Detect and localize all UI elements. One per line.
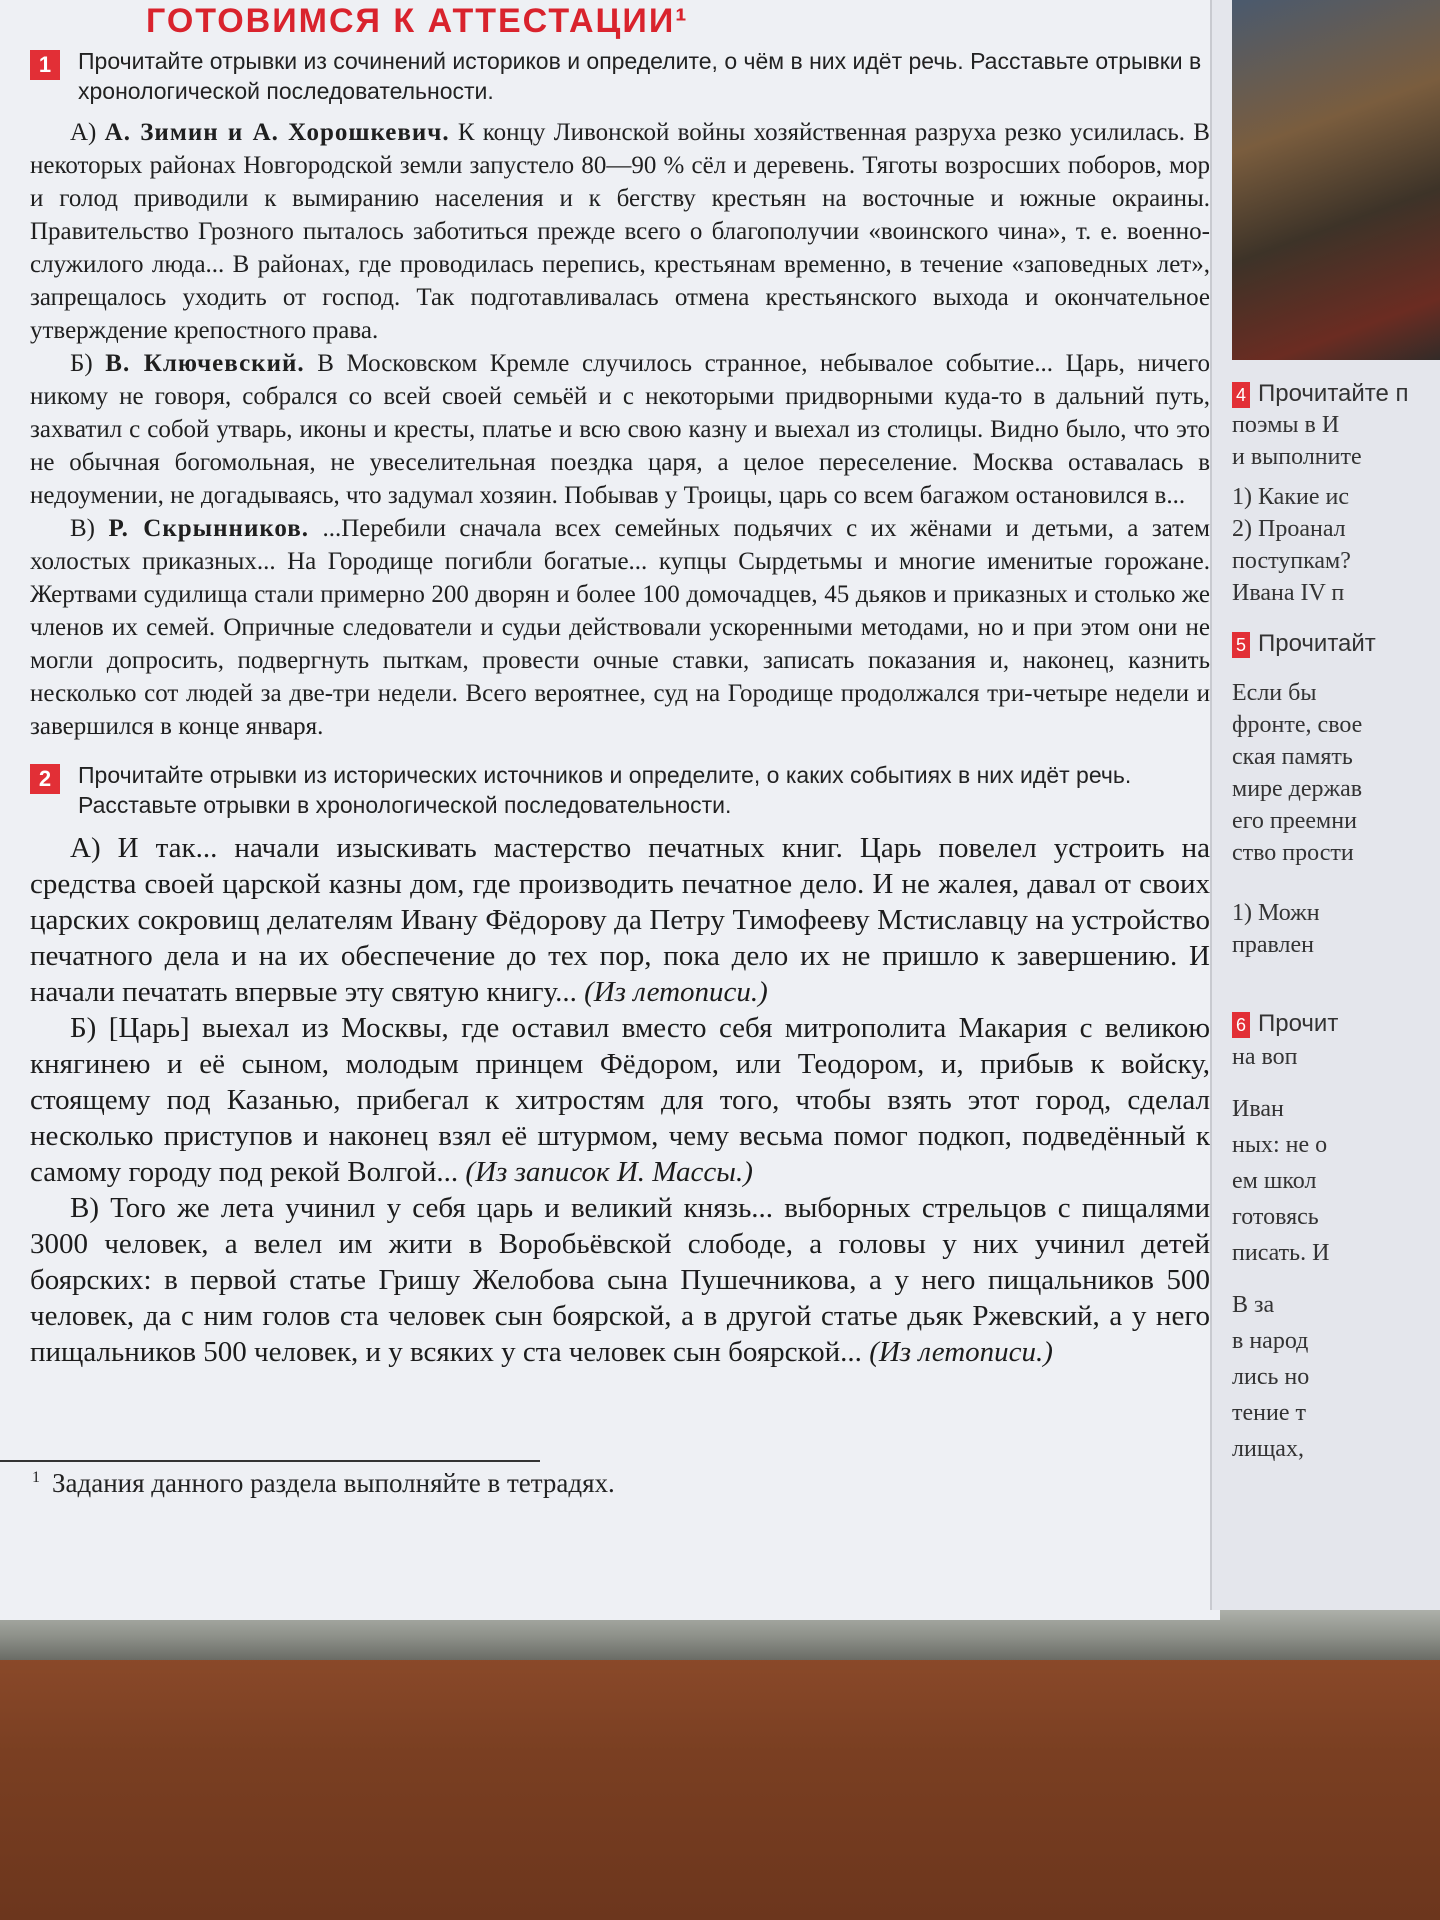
task-4-line: и выполните xyxy=(1232,444,1362,470)
excerpt-letter: А) xyxy=(70,832,101,864)
excerpt-text: ...Перебили сначала всех семейных подьячих с их жёнами и детьми, а затем холостых приказных... На Городище погибли богатые... купцы Сырдетьмы и многие именитые горожане. Жертвами судилища стали примерно 200 дворян и более 100 домочадцев, 45 дьяков и приказных и столько же членов их семей. Опричные следователи и судьи действовали ускоренными методами, но и при этом они не могли допросить, подвергнуть пыткам, провести очные ставки, записать показания и, наконец, казнить несколько сот людей за две-три недели. Всего вероятнее, суд на Городище продолжался три-четыре недели и завершился в конце января. xyxy=(30,515,1210,740)
task-4-item: 1) Какие ис xyxy=(1232,484,1349,510)
task-2-number: 2 xyxy=(30,764,60,794)
task-5-line: Прочитайт xyxy=(1258,630,1376,657)
task-6-text: ем школ xyxy=(1232,1168,1317,1194)
task-4-item: 2) Проанал xyxy=(1232,516,1346,542)
task-1-excerpt-c xyxy=(30,512,1210,743)
task-2-header xyxy=(30,760,1210,820)
task-1-instruction: Прочитайте отрывки из сочинений историков и определите, о чём в них идёт речь. Расставьте отрывки в хронологической последовательности. xyxy=(78,48,1202,104)
task-1 xyxy=(30,46,1210,743)
task-4-line: поэмы в И xyxy=(1232,412,1340,438)
task-6-text: писать. И xyxy=(1232,1240,1330,1266)
task-6-text: готовясь xyxy=(1232,1204,1319,1230)
task-4-item: Ивана IV п xyxy=(1232,580,1345,606)
footnote xyxy=(32,1468,615,1499)
task-5-text: Если бы xyxy=(1232,680,1317,706)
excerpt-author: Р. Скрынников. xyxy=(108,515,310,542)
task-1-header xyxy=(30,46,1210,106)
task-6-text: лись но xyxy=(1232,1364,1310,1390)
excerpt-text: В Московском Кремле случилось странное, небывалое событие... Царь, ничего никому не говоря, собрался со всей своей семьёй и с некоторыми придворными куда-то в дальний путь, захватил с собой утварь, иконы и кресты, платье и всю свою казну и выехал из столицы. Видно было, что это не обычная богомольная, не увеселительная поездка царя, а целое переселение. Москва оставалась в недоумении, не догадываясь, что задумал хозяин. Побывав у Троицы, царь со всем багажом остановился в... xyxy=(30,350,1211,509)
excerpt-source: (Из летописи.) xyxy=(584,976,768,1008)
excerpt-letter: Б) xyxy=(70,350,93,377)
task-1-excerpt-a xyxy=(30,116,1210,347)
task-5-text: ство прости xyxy=(1232,840,1354,866)
task-6-text: Иван xyxy=(1232,1096,1284,1122)
right-page xyxy=(1210,0,1440,1610)
task-5-text: ская память xyxy=(1232,744,1353,770)
excerpt-letter: Б) xyxy=(70,1012,97,1044)
task-4-line: Прочитайте п xyxy=(1258,380,1409,407)
task-5-header xyxy=(1232,630,1376,658)
excerpt-author: В. Ключевский. xyxy=(105,350,305,377)
excerpt-text: К концу Ливонской войны хозяйственная разруха резко усилилась. В некоторых районах Новгородской земли запустело 80—90 % сёл и деревень. Тяготы возросших поборов, мор и голод приводили к вымиранию населения и к бегству крестьян на восточные и южные окраины. Правительство Грозного пыталось заботиться прежде всего о благополучии «воинского чина», т. е. военно-служилого люда... В районах, где проводилась перепись, крестьянам временно, в течение «заповедных лет», запрещалось уходить от господ. Так подготавливалась отмена крестьянского выхода и окончательное утверждение крепостного права. xyxy=(30,119,1210,344)
task-5-number: 5 xyxy=(1232,632,1250,658)
task-6-text: тение т xyxy=(1232,1400,1306,1426)
task-1-excerpt-b xyxy=(30,347,1210,512)
task-4-item: поступкам? xyxy=(1232,548,1351,574)
task-2 xyxy=(30,760,1210,1370)
excerpt-text: [Царь] выехал из Москвы, где оставил вместо себя митрополита Макария с великою княгинею и её сыном, молодым принцем Фёдором, или Теодором, и, прибыв к войску, стоящему под Казанью, прибегал к хитростям для того, чтобы взять этот город, сделал несколько приступов и наконец взял её штурмом, чему весьма помог подкоп, подведённый к самому городу под рекой Волгой... xyxy=(30,1012,1211,1188)
excerpt-letter: В) xyxy=(70,1192,99,1224)
task-5-text: мире держав xyxy=(1232,776,1363,802)
task-1-number: 1 xyxy=(30,50,60,80)
excerpt-source: (Из летописи.) xyxy=(869,1336,1053,1368)
task-6-text: ных: не о xyxy=(1232,1132,1328,1158)
task-6-text: в народ xyxy=(1232,1328,1309,1354)
task-2-excerpt-b xyxy=(30,1010,1210,1190)
task-5-item: 1) Можн xyxy=(1232,900,1320,926)
footnote-text: Задания данного раздела выполняйте в тетрадях. xyxy=(52,1468,615,1498)
footnote-divider xyxy=(0,1460,540,1462)
excerpt-letter: А) xyxy=(70,119,97,146)
task-4-number: 4 xyxy=(1232,382,1250,408)
footnote-mark: 1 xyxy=(32,1469,40,1486)
task-5-item: правлен xyxy=(1232,932,1314,958)
task-6-line: Прочит xyxy=(1258,1010,1339,1037)
painting-image xyxy=(1232,0,1440,360)
table-surface xyxy=(0,1640,1440,1920)
task-5-text: фронте, свое xyxy=(1232,712,1363,738)
section-title: ГОТОВИМСЯ К АТТЕСТАЦИИ¹ xyxy=(146,2,689,40)
task-2-excerpt-c xyxy=(30,1190,1210,1370)
excerpt-author: А. Зимин и А. Хорошкевич. xyxy=(104,119,450,146)
task-6-text: В за xyxy=(1232,1292,1275,1318)
task-5-text: его преемни xyxy=(1232,808,1357,834)
excerpt-text: И так... начали изыскивать мастерство печатных книг. Царь повелел устроить на средства своей царской казны дом, где производить печатное дело. И не жалея, давал от своих царских сокровищ делателям Ивану Фёдорову да Петру Тимофееву Мстиславцу на устройство печатного дела и на их обеспечение до тех пор, пока дело их не пришло к завершению. И начали печатать впервые эту святую книгу... xyxy=(30,832,1210,1008)
excerpt-source: (Из записок И. Массы.) xyxy=(465,1156,753,1188)
task-2-excerpt-a xyxy=(30,830,1210,1010)
task-6-header xyxy=(1232,1010,1338,1038)
excerpt-text: Того же лета учинил у себя царь и великий князь... выборных стрельцов с пищалями 3000 человек, а велел им жити в Воробьёвской слободе, а головы у них учинил детей боярских: в первой статье Гришу Желобова сына Пушечникова, а у него пищальников 500 человек, да с ним голов ста человек сын боярской, а в другой статье дьяк Ржевский, а у него пищальников 500 человек, и у всяких у ста человек сын боярской... xyxy=(30,1192,1210,1368)
excerpt-letter: В) xyxy=(70,515,95,542)
task-2-instruction: Прочитайте отрывки из исторических источников и определите, о каких событиях в них идёт речь. Расставьте отрывки в хронологической последовательности. xyxy=(78,762,1132,818)
task-6-number: 6 xyxy=(1232,1012,1250,1038)
task-6-line: на воп xyxy=(1232,1044,1298,1070)
task-6-text: лищах, xyxy=(1232,1436,1304,1462)
task-4-header xyxy=(1232,380,1409,408)
